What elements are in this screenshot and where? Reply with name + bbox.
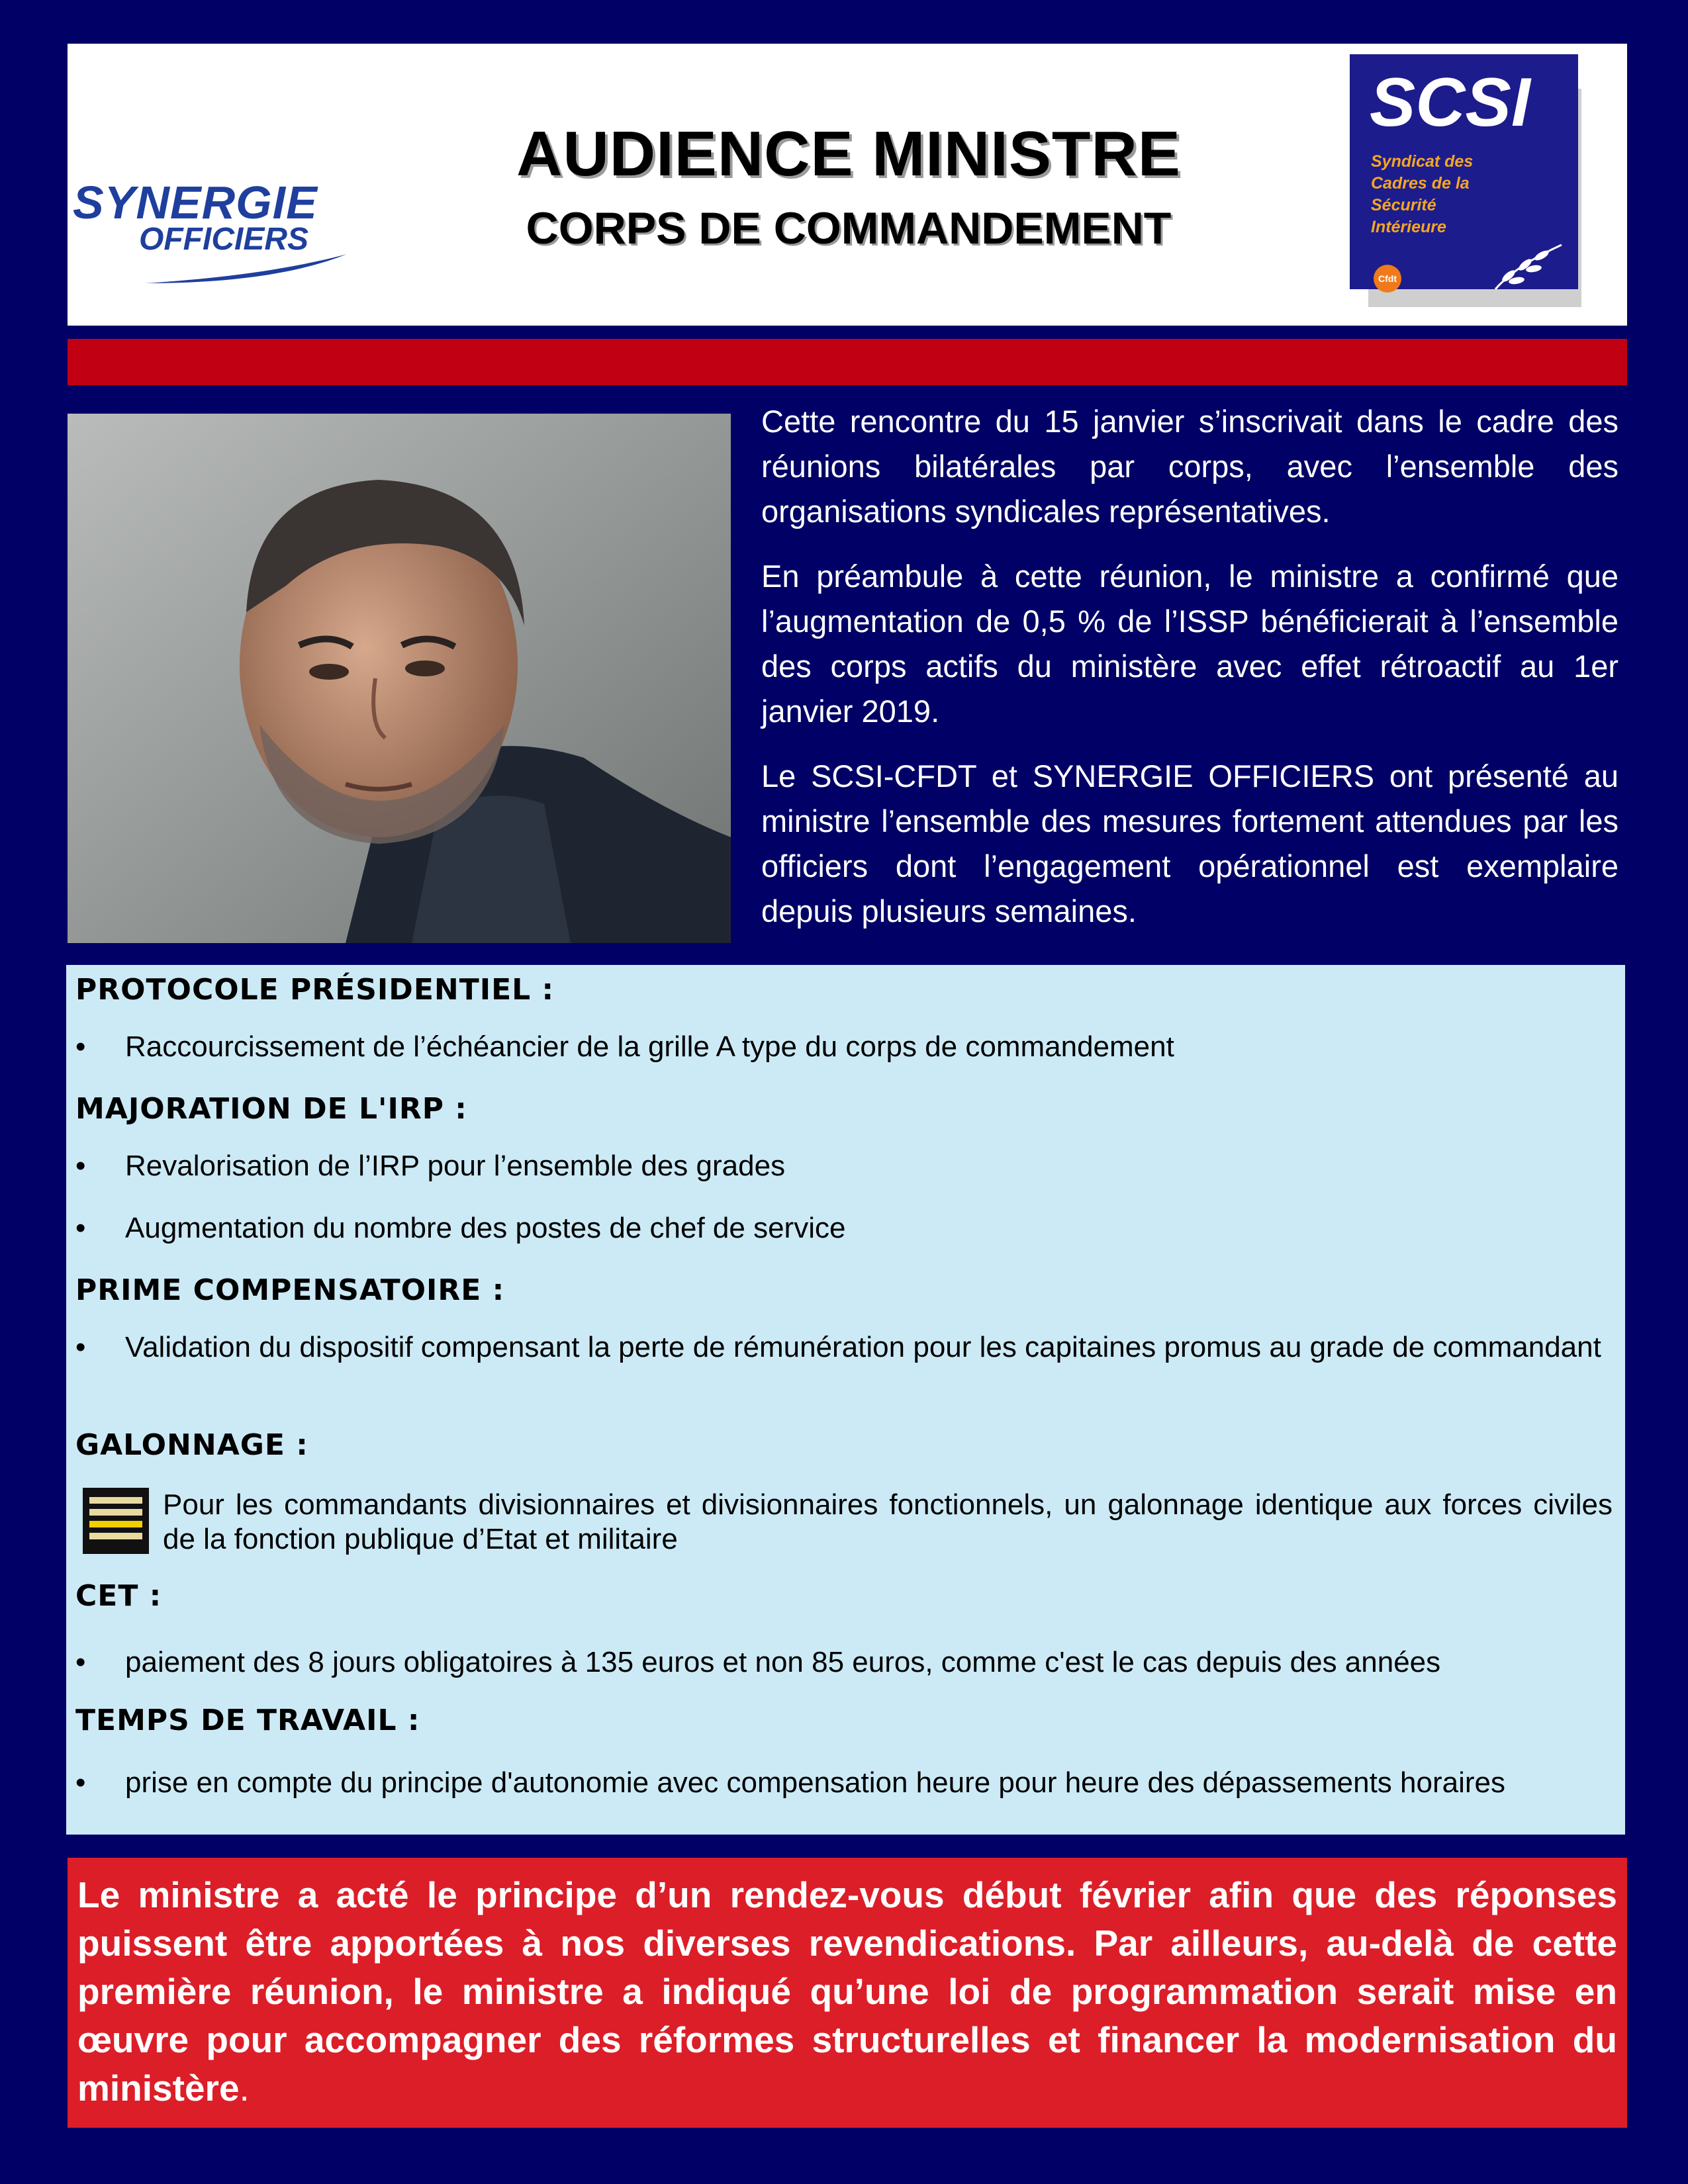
bullet-text: Validation du dispositif compensant la perte de rémunération pour les capitaines promus au grade de commandant — [125, 1331, 1601, 1363]
page-title: AUDIENCE MINISTRE — [516, 118, 1181, 189]
intro-paragraph-2: En préambule à cette réunion, le ministre a confirmé que l’augmentation de 0,5 % de l’ISSP bénéficierait à l’ensemble des corps actifs du ministère avec effet rétroactif au 1er janvier 2019. — [761, 559, 1618, 729]
bullet-icon: • — [75, 1150, 86, 1182]
bullet-text: prise en compte du principe d'autonomie avec compensation heure pour heure des dépassements horaires — [125, 1766, 1505, 1799]
intro-paragraph-1: Cette rencontre du 15 janvier s’inscrivait dans le cadre des réunions bilatérales par corps, avec l’ensemble des organisations syndicales représentatives. — [761, 404, 1618, 529]
intro-paragraph-3: Le SCSI-CFDT et SYNERGIE OFFICIERS ont présenté au ministre l’ensemble des mesures fortement attendues par les officiers dont l’engagement opérationnel est exemplaire depuis plusieurs semaines. — [761, 758, 1618, 929]
logo-scsi-line1: Syndicat des — [1371, 152, 1474, 171]
logo-swoosh-icon — [144, 253, 350, 286]
section-title-prime: PRIME COMPENSATOIRE : — [75, 1273, 505, 1307]
bullet-icon: • — [75, 1766, 86, 1799]
section-title-irp: MAJORATION DE L'IRP : — [75, 1092, 467, 1126]
list-item — [75, 1645, 1611, 1680]
list-item — [75, 1766, 1611, 1800]
list-item — [75, 1030, 1611, 1064]
scsi-logo — [1350, 54, 1578, 309]
list-item — [75, 1330, 1611, 1365]
list-item — [75, 1211, 1611, 1246]
logo-scsi-text: SCSI — [1370, 64, 1530, 141]
conclusion-box — [68, 1858, 1627, 2128]
bullet-icon: • — [75, 1646, 86, 1678]
bullet-text: Augmentation du nombre des postes de chef de service — [125, 1212, 846, 1244]
bullet-text: Raccourcissement de l’échéancier de la grille A type du corps de commandement — [125, 1030, 1174, 1063]
bullet-text: paiement des 8 jours obligatoires à 135 euros et non 85 euros, comme c'est le cas depuis des années — [125, 1646, 1441, 1678]
bullet-icon: • — [75, 1331, 86, 1363]
bullet-icon: • — [75, 1212, 86, 1244]
cfdt-badge: Cfdt — [1374, 265, 1401, 293]
laurel-icon — [1489, 240, 1568, 293]
conclusion-period: . — [239, 2068, 250, 2109]
logo-box — [1350, 54, 1578, 289]
bullet-text: Revalorisation de l’IRP pour l’ensemble des grades — [125, 1150, 786, 1182]
galon-stripes-icon — [83, 1488, 149, 1554]
conclusion-text: Le ministre a acté le principe d’un rendez-vous début février afin que des réponses puissent être apportées à nos diverses revendications. Par ailleurs, au-delà de cette première réunion, le ministre a indiqué qu’une loi de programmation serait mise en œuvre pour accompagner des réformes structurelles et financer la modernisation du ministère — [77, 1874, 1617, 2109]
logo-scsi-line3: Sécurité — [1371, 196, 1436, 214]
logo-left-line2: OFFICIERS — [139, 222, 309, 257]
page-subtitle: CORPS DE COMMANDEMENT — [526, 203, 1172, 253]
synergie-officiers-logo — [73, 130, 357, 322]
logo-scsi-line2: Cadres de la — [1371, 174, 1470, 193]
minister-portrait-image — [68, 414, 731, 943]
section-title-cet: CET : — [75, 1579, 162, 1613]
section-title-galonnage: GALONNAGE : — [75, 1428, 308, 1462]
logo-scsi-line4: Intérieure — [1371, 218, 1446, 236]
logo-left-line1: SYNERGIE — [73, 177, 318, 228]
red-separator-band — [68, 339, 1627, 385]
header-banner — [68, 44, 1627, 326]
minister-photo — [68, 414, 731, 943]
intro-text — [761, 399, 1618, 954]
section-title-temps: TEMPS DE TRAVAIL : — [75, 1704, 420, 1737]
list-item — [75, 1149, 1611, 1183]
demands-box — [66, 965, 1625, 1835]
section-title-protocole: PROTOCOLE PRÉSIDENTIEL : — [75, 973, 555, 1007]
bullet-icon: • — [75, 1030, 86, 1063]
logo-scsi-subtitle — [1371, 151, 1473, 238]
galonnage-text: Pour les commandants divisionnaires et divisionnaires fonctionnels, un galonnage identique aux forces civiles de la fonction publique d’Etat et militaire — [163, 1488, 1613, 1555]
